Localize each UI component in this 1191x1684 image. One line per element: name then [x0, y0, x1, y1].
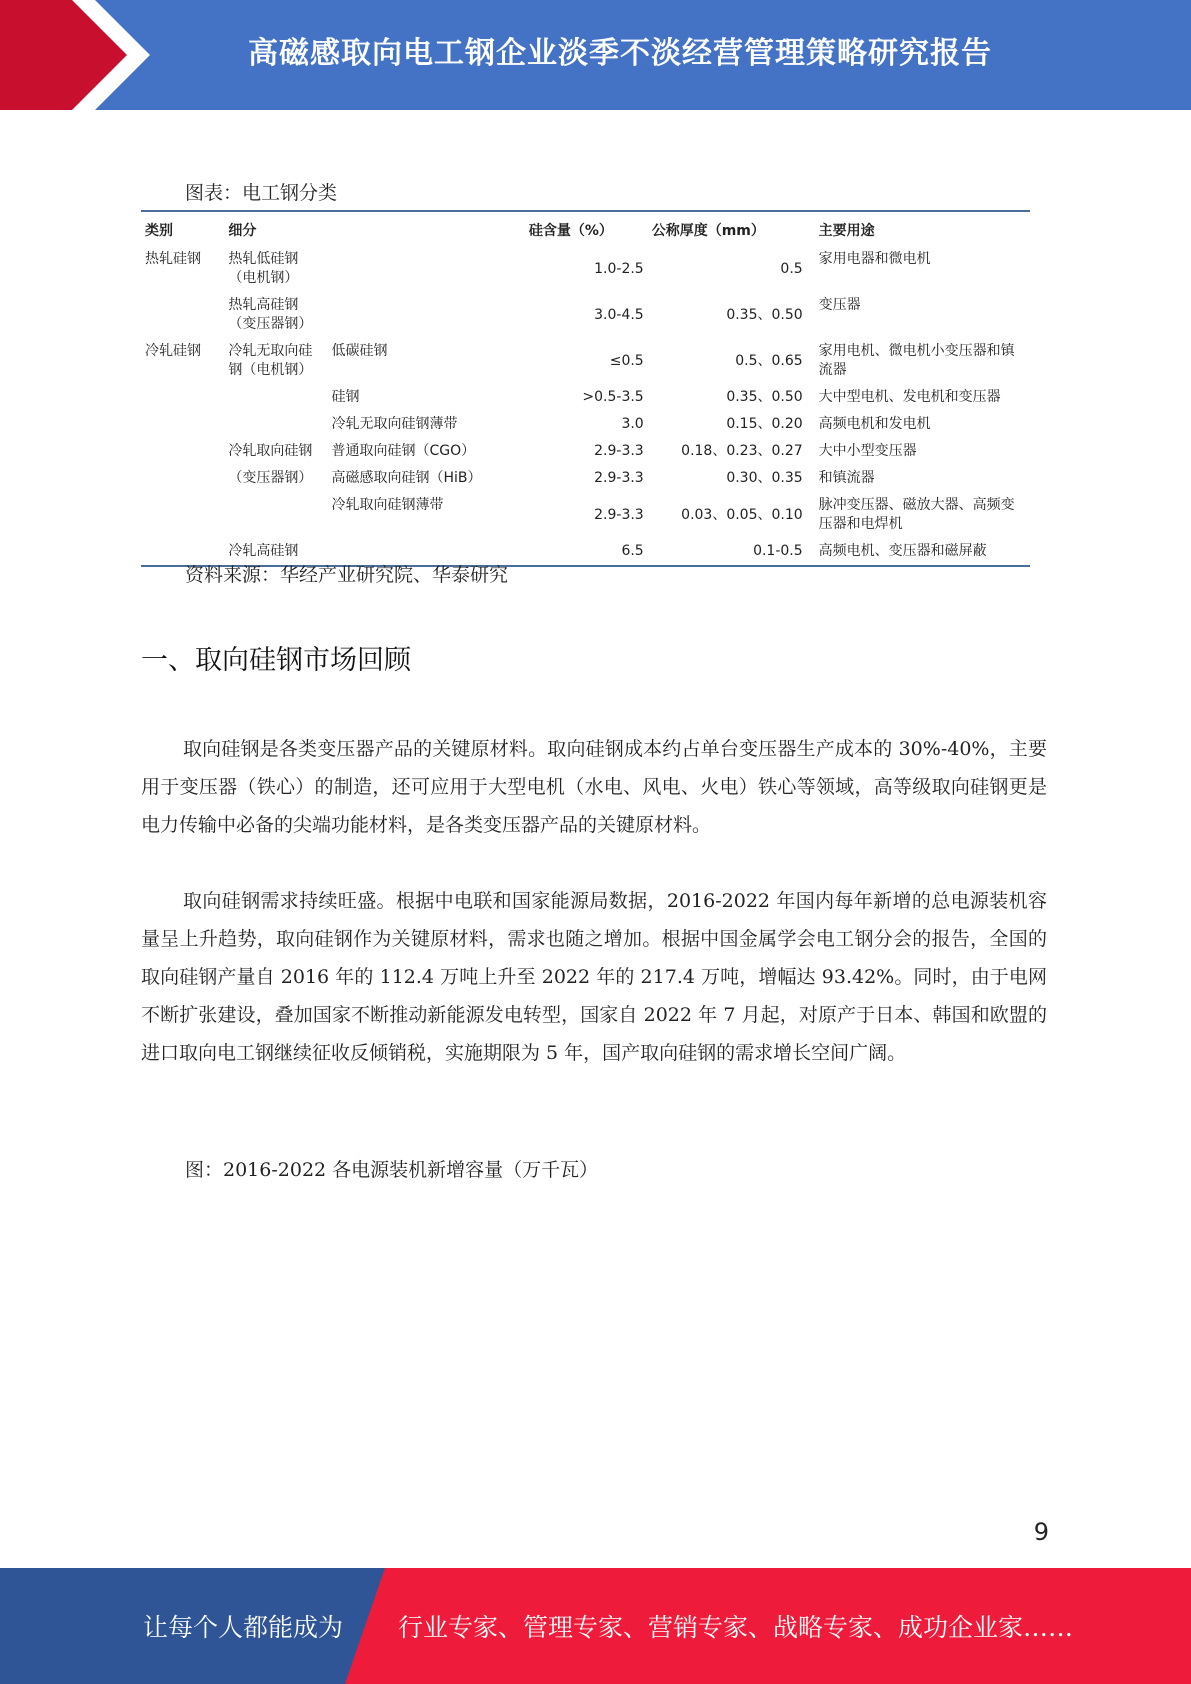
header-category: 类别	[141, 211, 224, 246]
table-caption: 图表：电工钢分类	[185, 182, 338, 204]
cell-subcategory: 热轧低硅钢（电机钢）	[228, 251, 299, 286]
cell-subsubcategory: 高磁感取向硅钢（HiB）	[331, 470, 482, 486]
cell-category	[141, 411, 224, 438]
cell-subsubcategory	[327, 292, 524, 338]
cell-category	[141, 492, 224, 538]
cell-usage: 家用电器和微电机	[818, 251, 931, 267]
section-heading: 一、取向硅钢市场回顾	[141, 645, 411, 676]
cell-subsubcategory	[327, 246, 524, 292]
cell-usage: 大中小型变压器	[818, 443, 917, 459]
cell-thickness: 0.30、0.35	[726, 470, 803, 486]
cell-subcategory: 冷轧高硅钢	[224, 538, 327, 566]
cell-usage: 家用电机、微电机小变压器和镇流器	[818, 343, 1015, 378]
table-row	[141, 492, 1030, 538]
cell-usage: 高频电机、变压器和磁屏蔽	[807, 538, 1030, 566]
cell-silicon: 3.0	[621, 416, 644, 432]
table-source: 资料来源：华经产业研究院、华泰研究	[185, 564, 509, 586]
paragraph-2: 取向硅钢需求持续旺盛。根据中电联和国家能源局数据，2016-2022 年国内每年新增的总电源装机容量呈上升趋势，取向硅钢作为关键原材料，需求也随之增加。根据中国金属学会电工钢分会的报告，全国的取向硅钢产量自 2016 年的 112.4 万吨上升至 2022 年的 217.4 万吨，增幅达 93.42%。同时，由于电网不断扩张建设，叠加国家不断推动新能源发电转型，国家自 2022 年 7 月起，对原产于日本、韩国和欧盟的进口取向电工钢继续征收反倾销税，实施期限为 5 年，国产取向硅钢的需求增长空间广阔。	[141, 890, 1047, 1064]
cell-subsubcategory: 普通取向硅钢（CGO）	[331, 443, 476, 459]
cell-subsubcategory: 冷轧取向硅钢薄带	[331, 497, 444, 513]
header-usage: 主要用途	[807, 211, 1030, 246]
cell-thickness: 0.35、0.50	[726, 306, 803, 323]
figure-caption: 图：2016-2022 各电源装机新增容量（万千瓦）	[185, 1159, 599, 1181]
cell-thickness: 0.35、0.50	[726, 389, 803, 405]
cell-subsubcategory: 冷轧无取向硅钢薄带	[331, 416, 458, 432]
cell-subcategory	[224, 384, 327, 411]
cell-usage: 脉冲变压器、磁放大器、高频变压器和电焊机	[818, 497, 1015, 532]
footer-banner	[0, 1568, 1191, 1684]
table-row	[141, 465, 1030, 492]
cell-usage: 和镇流器	[818, 470, 875, 486]
cell-thickness: 0.03、0.05、0.10	[681, 506, 803, 523]
cell-subcategory: 热轧高硅钢（变压器钢）	[228, 297, 313, 332]
cell-subcategory	[224, 411, 327, 438]
header-thickness: 公称厚度（mm）	[648, 211, 807, 246]
footer-slogan-right: 行业专家、管理专家、营销专家、战略专家、成功企业家……	[398, 1613, 1074, 1642]
cell-thickness: 0.5、0.65	[735, 352, 803, 369]
cell-silicon: 2.9-3.3	[594, 470, 644, 486]
cell-thickness: 0.1-0.5	[648, 538, 807, 566]
table-row	[141, 438, 1030, 465]
report-title: 高磁感取向电工钢企业淡季不淡经营管理策略研究报告	[248, 36, 992, 71]
cell-thickness: 0.15、0.20	[726, 416, 803, 432]
cell-subcategory: （变压器钢）	[228, 470, 313, 486]
table-row	[141, 246, 1030, 292]
cell-silicon: 1.0-2.5	[594, 260, 644, 277]
table-row	[141, 411, 1030, 438]
cell-category: 热轧硅钢	[145, 251, 201, 267]
cell-subcategory: 冷轧取向硅钢	[228, 443, 313, 459]
cell-subsubcategory: 低碳硅钢	[331, 343, 388, 359]
cell-category	[141, 465, 224, 492]
header-subsubcategory	[327, 211, 524, 246]
table-row	[141, 292, 1030, 338]
cell-silicon: 3.0-4.5	[594, 306, 644, 323]
cell-category	[141, 292, 224, 338]
paragraph-1: 取向硅钢是各类变压器产品的关键原材料。取向硅钢成本约占单台变压器生产成本的 30%-40%，主要用于变压器（铁心）的制造，还可应用于大型电机（水电、风电、火电）铁心等领域，高等级取向硅钢更是电力传输中必备的尖端功能材料，是各类变压器产品的关键原材料。	[141, 738, 1047, 836]
cell-subsubcategory: 硅钢	[331, 389, 360, 405]
cell-subcategory	[224, 492, 327, 538]
cell-usage: 变压器	[818, 297, 861, 313]
cell-category	[141, 384, 224, 411]
header-banner	[0, 0, 1191, 110]
cell-category	[141, 438, 224, 465]
cell-silicon: 2.9-3.3	[594, 443, 644, 459]
cell-thickness: 0.5	[780, 260, 803, 277]
cell-silicon: 2.9-3.3	[594, 506, 644, 523]
cell-subcategory: 冷轧无取向硅钢（电机钢）	[228, 343, 313, 378]
page-number: 9	[1033, 1518, 1049, 1546]
header-silicon: 硅含量（%）	[525, 211, 648, 246]
steel-classification-table	[141, 210, 1030, 567]
footer-slogan-left: 让每个人都能成为	[143, 1613, 344, 1642]
cell-silicon: >0.5-3.5	[582, 389, 644, 405]
header-subcategory: 细分	[224, 211, 327, 246]
cell-category: 冷轧硅钢	[145, 343, 201, 359]
table-row	[141, 384, 1030, 411]
table-row	[141, 338, 1030, 384]
table-header-row	[141, 211, 1030, 246]
cell-thickness: 0.18、0.23、0.27	[681, 443, 803, 459]
cell-silicon: ≤0.5	[609, 352, 644, 369]
cell-usage: 大中型电机、发电机和变压器	[818, 389, 1001, 405]
cell-silicon: 6.5	[525, 538, 648, 566]
cell-usage: 高频电机和发电机	[818, 416, 931, 432]
